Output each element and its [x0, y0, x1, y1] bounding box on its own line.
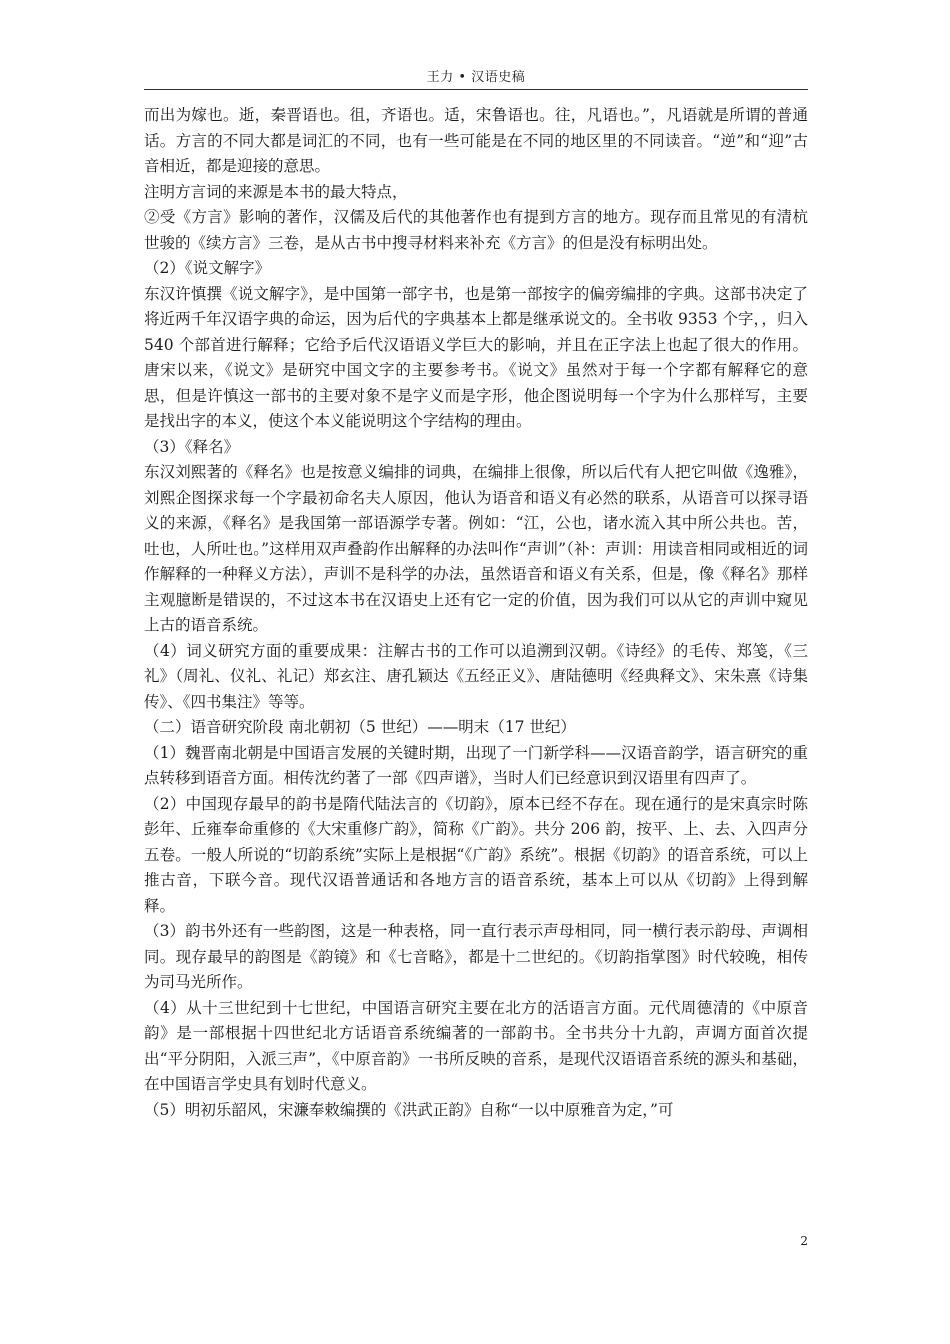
paragraph: （1）魏晋南北朝是中国语言发展的关键时期，出现了一门新学科——汉语音韵学，语言研究的重点转移到语音方面。相传沈约著了一部《四声谱》，当时人们已经意识到汉语里有四声了。	[144, 743, 808, 787]
header-divider	[144, 89, 808, 90]
paragraph: （4）从十三世纪到十七世纪，中国语言研究主要在北方的活语言方面。元代周德清的《中原音韵》是一部根据十四世纪北方话语音系统编著的一部韵书。全书共分十九韵，声调方面首次提出“平分阴阳，入派三声”，《中原音韵》一书所反映的音系，是现代汉语语音系统的源头和基础，在中国语言学史具有划时代意义。	[144, 998, 808, 1093]
page-body	[144, 103, 808, 1123]
page-number: 2	[800, 1234, 808, 1248]
running-header: 王力 • 汉语史稿	[426, 70, 526, 85]
paragraph: 东汉刘熙著的《释名》也是按意义编排的词典，在编排上很像，所以后代有人把它叫做《逸雅》，刘熙企图探求每一个字最初命名夫人原因，他认为语音和语义有必然的联系，从语音可以探寻语义的来源，《释名》是我国第一部语源学专著。例如：“江，公也，诸水流入其中所公共也。苦，吐也，人所吐也。”这样用双声叠韵作出解释的办法叫作“声训”（补：声训：用读音相同或相近的词作解释的一种释义方法），声训不是科学的办法，虽然语音和语义有关系，但是，像《释名》那样主观臆断是错误的，不过这本书在汉语史上还有它一定的价值，因为我们可以从它的声训中窥见上古的语音系统。	[144, 463, 808, 634]
paragraph: 东汉许慎撰《说文解字》，是中国第一部字书，也是第一部按字的偏旁编排的字典。这部书决定了将近两千年汉语字典的命运，因为后代的字典基本上都是继承说文的。全书收 9353 个字，，归入 540 个部首进行解释；它给予后代汉语语义学巨大的影响，并且在正字法上也起了很大的作用。唐宋以来，《说文》是研究中国文字的主要参考书。《说文》虽然对于每一个字都有解释它的意思，但是许慎这一部书的主要对象不是字义而是字形，他企图说明每一个字为什么那样写，主要是找出字的本义，使这个本义能说明这个字结构的理由。	[144, 284, 808, 430]
paragraph: （4）词义研究方面的重要成果：注解古书的工作可以追溯到汉朝。《诗经》的毛传、郑笺，《三礼》（周礼、仪礼、礼记）郑玄注、唐孔颖达《五经正义》、唐陆德明《经典释文》、宋朱熹《诗集传》、《四书集注》等等。	[144, 641, 808, 711]
section-heading: （二）语音研究阶段 南北朝初（5 世纪）——明末（17 世纪）	[144, 718, 576, 736]
paragraph: （2）中国现存最早的韵书是隋代陆法言的《切韵》，原本已经不存在。现在通行的是宋真宗时陈彭年、丘雍奉命重修的《大宋重修广韵》，简称《广韵》。共分 206 韵，按平、上、去、入四声分五卷。一般人所说的“切韵系统”实际上是根据“《广韵》系统”。根据《切韵》的语音系统，可以上推古音，下联今音。现代汉语普通话和各地方言的语音系统，基本上可以从《切韵》上得到解释。	[144, 794, 808, 915]
paragraph: 而出为嫁也。逝，秦晋语也。徂，齐语也。适，宋鲁语也。往，凡语也。”，凡语就是所谓的普通话。方言的不同大都是词汇的不同，也有一些可能是在不同的地区里的不同读音。“逆”和“迎”古音相近，都是迎接的意思。	[144, 106, 808, 175]
paragraph: （5）明初乐韶风，宋濂奉敕编撰的《洪武正韵》自称“一以中原雅音为定，”可	[144, 1100, 674, 1119]
paragraph: ②受《方言》影响的著作，汉儒及后代的其他著作也有提到方言的地方。现存而且常见的有清杭世骏的《续方言》三卷，是从古书中搜寻材料来补充《方言》的但是没有标明出处。	[144, 208, 808, 252]
paragraph: 注明方言词的来源是本书的最大特点，	[144, 182, 408, 201]
section-heading: （2）《说文解字》	[144, 259, 271, 277]
section-heading: （3）《释名》	[144, 437, 240, 456]
paragraph: （3）韵书外还有一些韵图，这是一种表格，同一直行表示声母相同，同一横行表示韵母、声调相同。现存最早的韵图是《韵镜》和《七音略》，都是十二世纪的。《切韵指掌图》时代较晚，相传为司马光所作。	[144, 922, 808, 991]
